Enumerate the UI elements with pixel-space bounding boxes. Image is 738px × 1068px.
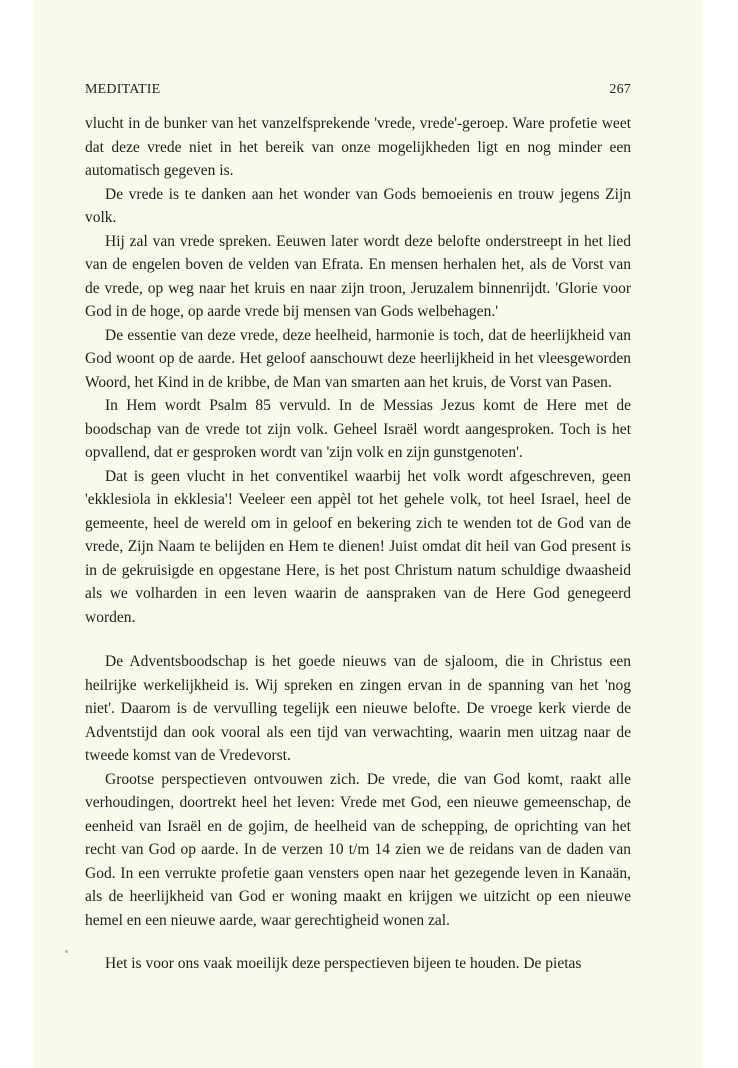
paragraph: Het is voor ons vaak moeilijk deze perspectieven bijeen te houden. De pietas (105, 955, 582, 972)
running-header (85, 82, 631, 102)
page-number: 267 (609, 82, 631, 97)
margin-speck (65, 950, 68, 953)
paragraph: vlucht in de bunker van het vanzelfsprekende 'vrede, vrede'-geroep. Ware profetie weet dat deze vrede niet in het bereik van onze mogelijkheden ligt en nog minder een automatisch gegeven is. (85, 115, 631, 179)
paragraph: Grootse perspectieven ontvouwen zich. De vrede, die van God komt, raakt alle verhoudingen, doortrekt heel het leven: Vrede met God, een nieuwe gemeenschap, de eenheid van Israël en de gojim, de heelheid van de schepping, de oprichting van het recht van God op aarde. In de verzen 10 t/m 14 zien we de reidans van de daden van God. In een verrukte profetie gaan vensters open naar het gezegende leven in Kanaän, als de heerlijkheid van God er woning maakt en krijgen we uitzicht op een nieuwe hemel en een nieuwe aarde, waar gerechtigheid wonen zal. (85, 770, 631, 929)
paragraph: De Adventsboodschap is het goede nieuws van de sjaloom, die in Christus een heilrijke werkelijkheid is. Wij spreken en zingen ervan in de spanning van het 'nog niet'. Daarom is de vervulling tegelijk een nieuwe belofte. De vroege kerk vierde de Adventstijd dan ook vooral als een tijd van verwachting, waarin men uitzag naar de tweede komst van de Vredevorst. (85, 653, 631, 764)
running-title: MEDITATIE (85, 82, 161, 97)
paragraph: De essentie van deze vrede, deze heelheid, harmonie is toch, dat de heerlijkheid van God woont op de aarde. Het geloof aanschouwt deze heerlijkheid in het vleesgeworden Woord, het Kind in de kribbe, de Man van smarten aan het kruis, de Vorst van Pasen. (85, 326, 631, 391)
paragraph: De vrede is te danken aan het wonder van Gods bemoeienis en trouw jegens Zijn volk. (85, 185, 631, 226)
paragraph: Hij zal van vrede spreken. Eeuwen later wordt deze belofte onderstreept in het lied van de engelen boven de velden van Efrata. En mensen herhalen het, als de Vorst van de vrede, op weg naar het kruis en naar zijn troon, Jeruzalem binnenrijdt. 'Glorie voor God in de hoge, op aarde vrede bij mensen van Gods welbehagen.' (85, 232, 631, 320)
paragraph: Dat is geen vlucht in het conventikel waarbij het volk wordt afgeschreven, geen 'ekklesiola in ekklesia'! Veeleer een appèl tot het gehele volk, tot heel Israel, heel de gemeente, heel de wereld om in geloof en bekering zich te wenden tot de God van de vrede, Zijn Naam te belijden en Hem te dienen! Juist omdat dit heil van God present is in de gekruisigde en opgestane Here, is het post Christum natum schuldige dwaasheid als we volharden in een leven waarin de aanspraken van de Here God genegeerd worden. (85, 467, 631, 626)
document-page (33, 0, 703, 1068)
paragraph: In Hem wordt Psalm 85 vervuld. In de Messias Jezus komt de Here met de boodschap van de vrede tot zijn volk. Geheel Israël wordt aangesproken. Toch is het opvallend, dat er gesproken wordt van 'zijn volk en zijn gunstgenoten'. (85, 397, 631, 461)
body-text (85, 112, 631, 976)
